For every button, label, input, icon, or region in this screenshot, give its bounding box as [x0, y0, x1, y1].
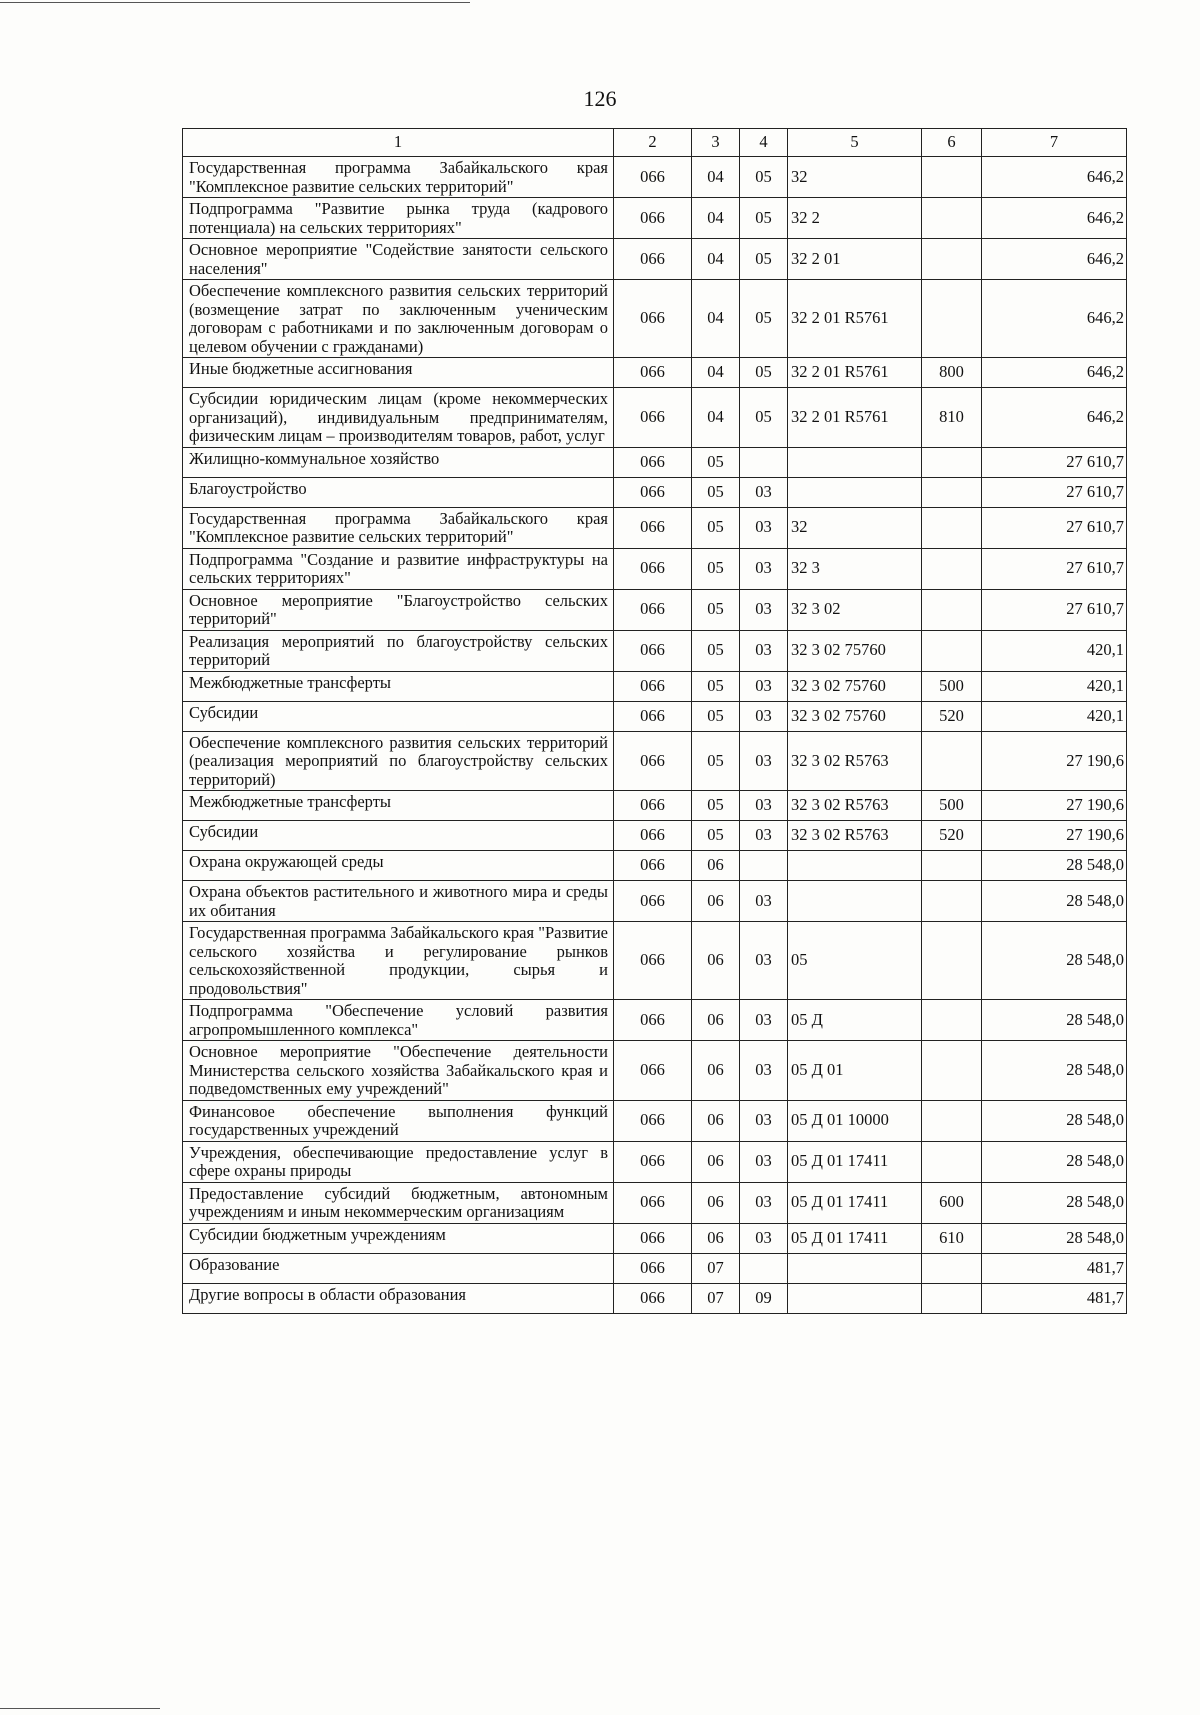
code-cell: 066	[614, 1253, 692, 1283]
amount-cell: 646,2	[982, 157, 1127, 198]
table-row	[183, 239, 1127, 280]
expense-type-cell	[922, 851, 982, 881]
code-cell: 066	[614, 1100, 692, 1141]
expense-type-cell	[922, 630, 982, 671]
table-row	[183, 922, 1127, 1000]
section-cell: 04	[692, 388, 740, 448]
table-row	[183, 1000, 1127, 1041]
row-name-cell: Благоустройство	[183, 477, 614, 507]
subsection-cell: 03	[740, 1182, 788, 1223]
table-row	[183, 1283, 1127, 1313]
target-article-cell	[788, 1253, 922, 1283]
row-name-cell: Охрана объектов растительного и животного мира и среды их обитания	[183, 881, 614, 922]
amount-cell: 27 610,7	[982, 507, 1127, 548]
code-cell: 066	[614, 157, 692, 198]
expense-type-cell	[922, 1141, 982, 1182]
code-cell: 066	[614, 280, 692, 358]
code-cell: 066	[614, 198, 692, 239]
section-cell: 06	[692, 1182, 740, 1223]
table-row	[183, 701, 1127, 731]
expense-type-cell	[922, 157, 982, 198]
row-name-cell: Государственная программа Забайкальского края "Комплексное развитие сельских территорий"	[183, 507, 614, 548]
table-row	[183, 1253, 1127, 1283]
amount-cell: 27 190,6	[982, 791, 1127, 821]
target-article-cell: 32 2	[788, 198, 922, 239]
subsection-cell: 03	[740, 1141, 788, 1182]
expense-type-cell: 500	[922, 671, 982, 701]
target-article-cell: 32	[788, 507, 922, 548]
amount-cell: 27 190,6	[982, 821, 1127, 851]
subsection-cell: 05	[740, 358, 788, 388]
target-article-cell	[788, 881, 922, 922]
column-header: 4	[740, 129, 788, 157]
subsection-cell: 03	[740, 548, 788, 589]
code-cell: 066	[614, 1182, 692, 1223]
amount-cell: 27 190,6	[982, 731, 1127, 791]
row-name-cell: Предоставление субсидий бюджетным, автономным учреждениям и иным некоммерческим организациям	[183, 1182, 614, 1223]
target-article-cell: 32 3 02	[788, 589, 922, 630]
code-cell: 066	[614, 791, 692, 821]
section-cell: 04	[692, 157, 740, 198]
expense-type-cell: 610	[922, 1223, 982, 1253]
amount-cell: 27 610,7	[982, 589, 1127, 630]
table-row	[183, 791, 1127, 821]
code-cell: 066	[614, 388, 692, 448]
row-name-cell: Основное мероприятие "Содействие занятости сельского населения"	[183, 239, 614, 280]
amount-cell: 28 548,0	[982, 922, 1127, 1000]
expense-type-cell	[922, 477, 982, 507]
table-row	[183, 1182, 1127, 1223]
code-cell: 066	[614, 881, 692, 922]
target-article-cell	[788, 851, 922, 881]
amount-cell: 646,2	[982, 358, 1127, 388]
table-row	[183, 1223, 1127, 1253]
table-header-row	[183, 129, 1127, 157]
target-article-cell: 32 3 02 R5763	[788, 731, 922, 791]
target-article-cell: 32 2 01 R5761	[788, 280, 922, 358]
code-cell: 066	[614, 239, 692, 280]
target-article-cell: 32 3	[788, 548, 922, 589]
row-name-cell: Учреждения, обеспечивающие предоставление услуг в сфере охраны природы	[183, 1141, 614, 1182]
table-row	[183, 1041, 1127, 1101]
code-cell: 066	[614, 1000, 692, 1041]
subsection-cell: 05	[740, 198, 788, 239]
subsection-cell: 09	[740, 1283, 788, 1313]
section-cell: 04	[692, 358, 740, 388]
section-cell: 05	[692, 701, 740, 731]
amount-cell: 646,2	[982, 239, 1127, 280]
expense-type-cell: 520	[922, 821, 982, 851]
code-cell: 066	[614, 821, 692, 851]
row-name-cell: Подпрограмма "Создание и развитие инфраструктуры на сельских территориях"	[183, 548, 614, 589]
amount-cell: 420,1	[982, 630, 1127, 671]
row-name-cell: Образование	[183, 1253, 614, 1283]
section-cell: 05	[692, 671, 740, 701]
section-cell: 07	[692, 1253, 740, 1283]
amount-cell: 28 548,0	[982, 1223, 1127, 1253]
expense-type-cell	[922, 1100, 982, 1141]
section-cell: 05	[692, 791, 740, 821]
row-name-cell: Основное мероприятие "Обеспечение деятельности Министерства сельского хозяйства Забайкальского края и подведомственных ему учреждений"	[183, 1041, 614, 1101]
subsection-cell: 03	[740, 589, 788, 630]
amount-cell: 27 610,7	[982, 477, 1127, 507]
column-header: 2	[614, 129, 692, 157]
section-cell: 04	[692, 280, 740, 358]
amount-cell: 27 610,7	[982, 447, 1127, 477]
section-cell: 05	[692, 548, 740, 589]
table-row	[183, 1100, 1127, 1141]
row-name-cell: Государственная программа Забайкальского края "Комплексное развитие сельских территорий"	[183, 157, 614, 198]
code-cell: 066	[614, 731, 692, 791]
target-article-cell	[788, 477, 922, 507]
row-name-cell: Субсидии бюджетным учреждениям	[183, 1223, 614, 1253]
code-cell: 066	[614, 922, 692, 1000]
section-cell: 06	[692, 881, 740, 922]
row-name-cell: Субсидии юридическим лицам (кроме некоммерческих организаций), индивидуальным предпринимателям, физическим лицам – производителям товаров, работ, услуг	[183, 388, 614, 448]
code-cell: 066	[614, 851, 692, 881]
code-cell: 066	[614, 589, 692, 630]
section-cell: 05	[692, 477, 740, 507]
amount-cell: 420,1	[982, 701, 1127, 731]
table-row	[183, 630, 1127, 671]
subsection-cell: 03	[740, 1000, 788, 1041]
expense-type-cell	[922, 881, 982, 922]
row-name-cell: Подпрограмма "Развитие рынка труда (кадрового потенциала) на сельских территориях"	[183, 198, 614, 239]
expense-type-cell: 520	[922, 701, 982, 731]
target-article-cell: 32 3 02 R5763	[788, 791, 922, 821]
page-number: 126	[583, 86, 617, 111]
amount-cell: 27 610,7	[982, 548, 1127, 589]
section-cell: 06	[692, 922, 740, 1000]
subsection-cell: 05	[740, 239, 788, 280]
subsection-cell: 05	[740, 280, 788, 358]
target-article-cell: 32 3 02 75760	[788, 701, 922, 731]
table-row	[183, 358, 1127, 388]
amount-cell: 420,1	[982, 671, 1127, 701]
subsection-cell: 03	[740, 630, 788, 671]
target-article-cell: 32 2 01	[788, 239, 922, 280]
expense-type-cell: 810	[922, 388, 982, 448]
table-row	[183, 280, 1127, 358]
amount-cell: 28 548,0	[982, 1182, 1127, 1223]
expense-type-cell: 500	[922, 791, 982, 821]
target-article-cell	[788, 1283, 922, 1313]
row-name-cell: Обеспечение комплексного развития сельских территорий (реализация мероприятий по благоустройству сельских территорий)	[183, 731, 614, 791]
section-cell: 06	[692, 1141, 740, 1182]
expense-type-cell: 800	[922, 358, 982, 388]
code-cell: 066	[614, 1141, 692, 1182]
subsection-cell: 05	[740, 157, 788, 198]
row-name-cell: Жилищно-коммунальное хозяйство	[183, 447, 614, 477]
target-article-cell: 32 3 02 75760	[788, 630, 922, 671]
expense-type-cell	[922, 198, 982, 239]
column-header: 1	[183, 129, 614, 157]
column-header: 3	[692, 129, 740, 157]
subsection-cell: 03	[740, 881, 788, 922]
target-article-cell: 05 Д 01	[788, 1041, 922, 1101]
section-cell: 05	[692, 447, 740, 477]
column-header: 6	[922, 129, 982, 157]
row-name-cell: Иные бюджетные ассигнования	[183, 358, 614, 388]
table-row	[183, 851, 1127, 881]
table-row	[183, 447, 1127, 477]
amount-cell: 481,7	[982, 1283, 1127, 1313]
target-article-cell: 05 Д 01 10000	[788, 1100, 922, 1141]
expense-type-cell	[922, 1000, 982, 1041]
code-cell: 066	[614, 630, 692, 671]
amount-cell: 28 548,0	[982, 1100, 1127, 1141]
target-article-cell	[788, 447, 922, 477]
code-cell: 066	[614, 358, 692, 388]
code-cell: 066	[614, 671, 692, 701]
row-name-cell: Охрана окружающей среды	[183, 851, 614, 881]
table-row	[183, 671, 1127, 701]
table-row	[183, 548, 1127, 589]
code-cell: 066	[614, 447, 692, 477]
section-cell: 06	[692, 851, 740, 881]
target-article-cell: 05 Д 01 17411	[788, 1182, 922, 1223]
table-row	[183, 507, 1127, 548]
code-cell: 066	[614, 477, 692, 507]
section-cell: 06	[692, 1000, 740, 1041]
table-row	[183, 477, 1127, 507]
code-cell: 066	[614, 701, 692, 731]
subsection-cell: 03	[740, 671, 788, 701]
target-article-cell: 32	[788, 157, 922, 198]
expense-type-cell	[922, 731, 982, 791]
target-article-cell: 32 3 02 75760	[788, 671, 922, 701]
expense-type-cell	[922, 1253, 982, 1283]
target-article-cell: 32 3 02 R5763	[788, 821, 922, 851]
subsection-cell: 03	[740, 922, 788, 1000]
code-cell: 066	[614, 1283, 692, 1313]
subsection-cell: 03	[740, 701, 788, 731]
section-cell: 05	[692, 731, 740, 791]
row-name-cell: Межбюджетные трансферты	[183, 791, 614, 821]
row-name-cell: Обеспечение комплексного развития сельских территорий (возмещение затрат по заключенным ученическим договорам с работниками и по заключенным договорам о целевом обучении с гражданами)	[183, 280, 614, 358]
column-header: 5	[788, 129, 922, 157]
subsection-cell: 03	[740, 1041, 788, 1101]
target-article-cell: 05 Д	[788, 1000, 922, 1041]
row-name-cell: Подпрограмма "Обеспечение условий развития агропромышленного комплекса"	[183, 1000, 614, 1041]
section-cell: 06	[692, 1041, 740, 1101]
table-row	[183, 821, 1127, 851]
subsection-cell: 03	[740, 821, 788, 851]
target-article-cell: 05 Д 01 17411	[788, 1223, 922, 1253]
amount-cell: 28 548,0	[982, 1000, 1127, 1041]
code-cell: 066	[614, 1223, 692, 1253]
expense-type-cell	[922, 447, 982, 477]
amount-cell: 28 548,0	[982, 1041, 1127, 1101]
table-row	[183, 1141, 1127, 1182]
target-article-cell: 05 Д 01 17411	[788, 1141, 922, 1182]
code-cell: 066	[614, 548, 692, 589]
row-name-cell: Реализация мероприятий по благоустройству сельских территорий	[183, 630, 614, 671]
row-name-cell: Государственная программа Забайкальского края "Развитие сельского хозяйства и регулирование рынков сельскохозяйственной продукции, сырья и продовольствия"	[183, 922, 614, 1000]
expense-type-cell	[922, 589, 982, 630]
expense-type-cell	[922, 1041, 982, 1101]
target-article-cell: 32 2 01 R5761	[788, 388, 922, 448]
table-row	[183, 157, 1127, 198]
subsection-cell: 05	[740, 388, 788, 448]
row-name-cell: Межбюджетные трансферты	[183, 671, 614, 701]
column-header: 7	[982, 129, 1127, 157]
subsection-cell: 03	[740, 791, 788, 821]
expense-type-cell: 600	[922, 1182, 982, 1223]
table-row	[183, 388, 1127, 448]
amount-cell: 28 548,0	[982, 1141, 1127, 1182]
amount-cell: 646,2	[982, 280, 1127, 358]
row-name-cell: Другие вопросы в области образования	[183, 1283, 614, 1313]
table-row	[183, 731, 1127, 791]
table-row	[183, 881, 1127, 922]
expense-type-cell	[922, 507, 982, 548]
budget-table	[182, 128, 1127, 1314]
amount-cell: 646,2	[982, 388, 1127, 448]
expense-type-cell	[922, 548, 982, 589]
subsection-cell	[740, 851, 788, 881]
section-cell: 05	[692, 589, 740, 630]
row-name-cell: Субсидии	[183, 821, 614, 851]
expense-type-cell	[922, 922, 982, 1000]
section-cell: 04	[692, 239, 740, 280]
amount-cell: 646,2	[982, 198, 1127, 239]
section-cell: 06	[692, 1223, 740, 1253]
subsection-cell: 03	[740, 1223, 788, 1253]
subsection-cell: 03	[740, 731, 788, 791]
subsection-cell: 03	[740, 477, 788, 507]
row-name-cell: Субсидии	[183, 701, 614, 731]
expense-type-cell	[922, 1283, 982, 1313]
subsection-cell: 03	[740, 507, 788, 548]
subsection-cell	[740, 447, 788, 477]
table-row	[183, 589, 1127, 630]
code-cell: 066	[614, 507, 692, 548]
expense-type-cell	[922, 239, 982, 280]
amount-cell: 28 548,0	[982, 851, 1127, 881]
row-name-cell: Основное мероприятие "Благоустройство сельских территорий"	[183, 589, 614, 630]
section-cell: 05	[692, 821, 740, 851]
subsection-cell	[740, 1253, 788, 1283]
section-cell: 05	[692, 507, 740, 548]
table-row	[183, 198, 1127, 239]
section-cell: 04	[692, 198, 740, 239]
target-article-cell: 05	[788, 922, 922, 1000]
section-cell: 07	[692, 1283, 740, 1313]
expense-type-cell	[922, 280, 982, 358]
section-cell: 05	[692, 630, 740, 671]
amount-cell: 28 548,0	[982, 881, 1127, 922]
section-cell: 06	[692, 1100, 740, 1141]
amount-cell: 481,7	[982, 1253, 1127, 1283]
subsection-cell: 03	[740, 1100, 788, 1141]
code-cell: 066	[614, 1041, 692, 1101]
row-name-cell: Финансовое обеспечение выполнения функций государственных учреждений	[183, 1100, 614, 1141]
target-article-cell: 32 2 01 R5761	[788, 358, 922, 388]
